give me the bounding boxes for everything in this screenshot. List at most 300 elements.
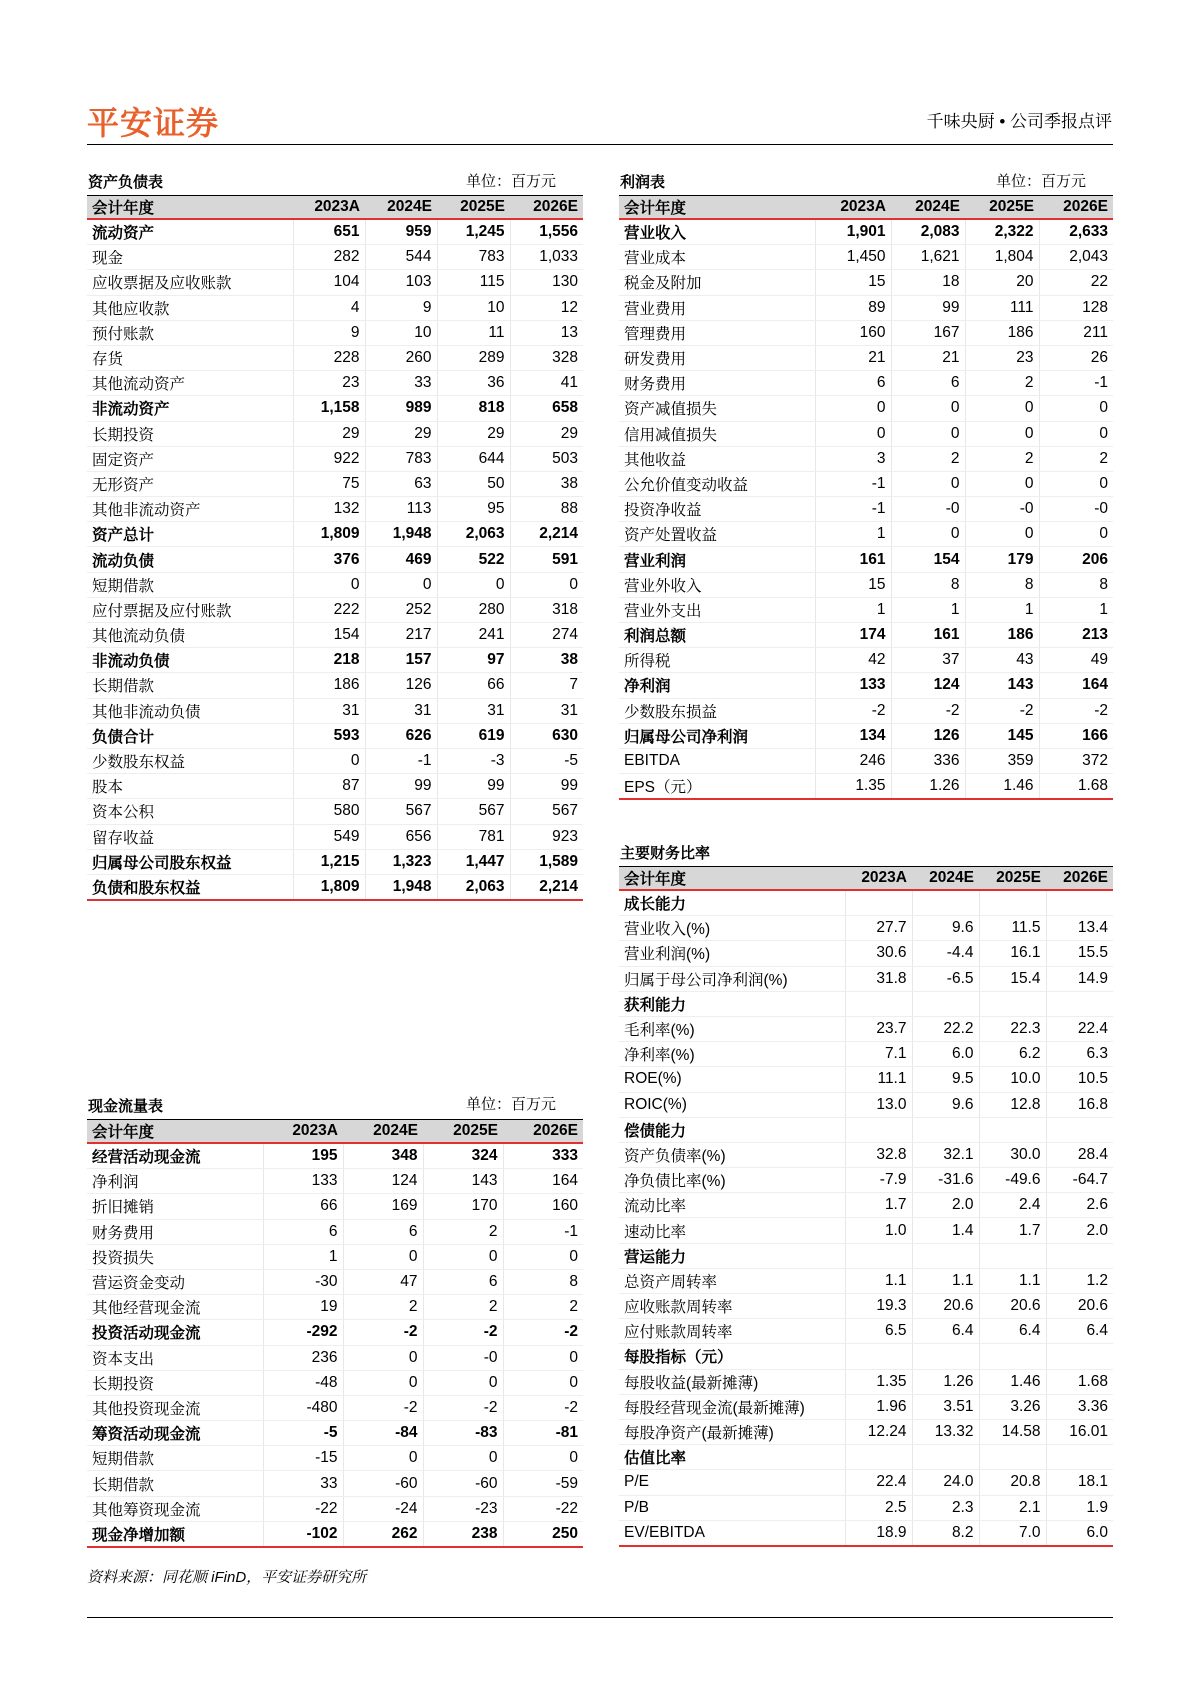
cell-value: 359 <box>965 748 1039 773</box>
cell-value: 36 <box>437 371 510 396</box>
cell-value: 19 <box>263 1295 343 1320</box>
cell-value: 31 <box>293 698 365 723</box>
table-row <box>87 648 583 673</box>
row-label: 归属母公司股东权益 <box>87 849 293 874</box>
cell-value <box>912 1344 979 1369</box>
cell-value: 6 <box>891 371 965 396</box>
cell-value: 336 <box>891 748 965 773</box>
cell-value: 13.4 <box>1046 916 1113 941</box>
cell-value: 0 <box>293 572 365 597</box>
table-row <box>619 774 1113 800</box>
cell-value: -22 <box>263 1496 343 1521</box>
table-row <box>619 1294 1113 1319</box>
cell-value <box>1046 1344 1113 1369</box>
cell-value: 289 <box>437 345 510 370</box>
cell-value: 8 <box>965 572 1039 597</box>
cell-value: -2 <box>423 1395 503 1420</box>
cell-value <box>845 1117 912 1142</box>
cell-value: 2 <box>503 1295 583 1320</box>
cell-value: 13.0 <box>845 1092 912 1117</box>
cell-value: 23.7 <box>845 1016 912 1041</box>
cell-value: 31 <box>510 698 583 723</box>
cell-value: 0 <box>1039 421 1113 446</box>
cell-value: 2.3 <box>912 1495 979 1520</box>
cell-value: 154 <box>293 623 365 648</box>
ratios-title: 主要财务比率 <box>620 845 711 862</box>
cell-value: 18.9 <box>845 1520 912 1546</box>
balance-sheet-unit: 单位：百万元 <box>466 173 557 190</box>
cell-value: 170 <box>423 1194 503 1219</box>
cell-value: 15.5 <box>1046 941 1113 966</box>
row-label: 投资净收益 <box>619 497 815 522</box>
cell-value: 328 <box>510 345 583 370</box>
table-row <box>87 1143 583 1169</box>
cell-value: 2,063 <box>437 522 510 547</box>
cell-value: 29 <box>293 421 365 446</box>
cell-value: 213 <box>1039 623 1113 648</box>
cell-value: 2.1 <box>979 1495 1046 1520</box>
row-label: 少数股东损益 <box>619 698 815 723</box>
row-label: 总资产周转率 <box>619 1268 845 1293</box>
cell-value: 1.1 <box>845 1268 912 1293</box>
table-row <box>619 1193 1113 1218</box>
cell-value: 179 <box>965 547 1039 572</box>
cash-flow-title: 现金流量表 <box>88 1098 164 1115</box>
cash-flow-table <box>87 1119 583 1548</box>
cell-value: 160 <box>503 1194 583 1219</box>
cell-value: 9 <box>365 295 437 320</box>
cell-value: 0 <box>343 1244 423 1269</box>
cell-value: 1 <box>815 597 891 622</box>
table-row <box>87 874 583 900</box>
cell-value: 20.6 <box>912 1294 979 1319</box>
table-row <box>87 1521 583 1547</box>
row-label: 资本支出 <box>87 1345 263 1370</box>
row-label: 留存收益 <box>87 824 293 849</box>
cell-value: 10.0 <box>979 1067 1046 1092</box>
cell-value: 22.2 <box>912 1016 979 1041</box>
cell-value: 143 <box>965 673 1039 698</box>
row-label: 营业收入 <box>619 219 815 245</box>
table-row <box>619 1092 1113 1117</box>
cell-value: 644 <box>437 446 510 471</box>
cell-value: 0 <box>965 421 1039 446</box>
row-label: 资本公积 <box>87 799 293 824</box>
table-row <box>87 345 583 370</box>
row-label: EV/EBITDA <box>619 1520 845 1546</box>
table-row <box>87 522 583 547</box>
table-row <box>619 673 1113 698</box>
cell-value: 161 <box>891 623 965 648</box>
cell-value: 15 <box>815 270 891 295</box>
column-header-year: 2023A <box>815 196 891 220</box>
cell-value <box>1046 991 1113 1016</box>
row-label: 无形资产 <box>87 471 293 496</box>
table-header-row <box>87 1120 583 1144</box>
cell-value: 31.8 <box>845 966 912 991</box>
cell-value: 376 <box>293 547 365 572</box>
row-label: 财务费用 <box>87 1219 263 1244</box>
row-label: 信用减值损失 <box>619 421 815 446</box>
cell-value: 1.96 <box>845 1394 912 1419</box>
cell-value: 22.3 <box>979 1016 1046 1041</box>
cell-value: 23 <box>965 345 1039 370</box>
cell-value: 2 <box>423 1295 503 1320</box>
cell-value <box>845 890 912 916</box>
cell-value: 236 <box>263 1345 343 1370</box>
table-row <box>87 1446 583 1471</box>
column-header-year: 2025E <box>965 196 1039 220</box>
cell-value: 318 <box>510 597 583 622</box>
cell-value: 1.1 <box>912 1268 979 1293</box>
row-label: 资产负债率(%) <box>619 1142 845 1167</box>
row-label: 现金 <box>87 245 293 270</box>
cell-value: 0 <box>965 396 1039 421</box>
row-label: 股本 <box>87 774 293 799</box>
column-header-year: 2026E <box>510 196 583 220</box>
table-row <box>619 941 1113 966</box>
cell-value: 10 <box>365 320 437 345</box>
cell-value: 6.4 <box>912 1319 979 1344</box>
cell-value: 33 <box>365 371 437 396</box>
cell-value: -81 <box>503 1421 583 1446</box>
cell-value: -1 <box>365 748 437 773</box>
cell-value: 0 <box>343 1370 423 1395</box>
cell-value: 8 <box>891 572 965 597</box>
column-header-year: 2024E <box>365 196 437 220</box>
row-label: 营业外收入 <box>619 572 815 597</box>
cell-value: 99 <box>891 295 965 320</box>
cell-value: 2.0 <box>1046 1218 1113 1243</box>
cell-value: 783 <box>365 446 437 471</box>
table-row <box>619 698 1113 723</box>
company-logo: 平安证券 <box>87 105 220 141</box>
row-label: 现金净增加额 <box>87 1521 263 1547</box>
cell-value: 922 <box>293 446 365 471</box>
cell-value: 29 <box>365 421 437 446</box>
row-label: 营业利润 <box>619 547 815 572</box>
row-label: 短期借款 <box>87 572 293 597</box>
cell-value: 6.4 <box>1046 1319 1113 1344</box>
cell-value: 50 <box>437 471 510 496</box>
cell-value: -24 <box>343 1496 423 1521</box>
table-row <box>619 723 1113 748</box>
cell-value: 164 <box>503 1169 583 1194</box>
cell-value: 0 <box>891 396 965 421</box>
cell-value: 111 <box>965 295 1039 320</box>
cell-value: 0 <box>815 396 891 421</box>
table-row <box>619 648 1113 673</box>
table-header-row <box>619 196 1113 220</box>
cell-value <box>845 1344 912 1369</box>
row-label: 成长能力 <box>619 890 845 916</box>
cell-value: 143 <box>423 1169 503 1194</box>
cell-value: 1,323 <box>365 849 437 874</box>
cell-value: 619 <box>437 723 510 748</box>
cell-value: 75 <box>293 471 365 496</box>
cell-value: 15 <box>815 572 891 597</box>
row-label: 长期借款 <box>87 1471 263 1496</box>
cell-value: 87 <box>293 774 365 799</box>
cash-flow-unit: 单位：百万元 <box>466 1096 557 1113</box>
row-label: 经营活动现金流 <box>87 1143 263 1169</box>
table-row <box>87 320 583 345</box>
cell-value: 16.1 <box>979 941 1046 966</box>
cell-value: -5 <box>510 748 583 773</box>
cell-value: 132 <box>293 497 365 522</box>
column-header-year: 2024E <box>912 867 979 891</box>
row-label: 非流动负债 <box>87 648 293 673</box>
cell-value: 16.01 <box>1046 1419 1113 1444</box>
cell-value: 6.3 <box>1046 1042 1113 1067</box>
cell-value: 206 <box>1039 547 1113 572</box>
cell-value: 20 <box>965 270 1039 295</box>
row-label: 短期借款 <box>87 1446 263 1471</box>
cell-value: 160 <box>815 320 891 345</box>
cell-value: 1.68 <box>1046 1369 1113 1394</box>
cell-value: 959 <box>365 219 437 245</box>
cell-value: 16.8 <box>1046 1092 1113 1117</box>
column-header-label: 会计年度 <box>619 196 815 220</box>
cell-value: 0 <box>965 522 1039 547</box>
row-label: 速动比率 <box>619 1218 845 1243</box>
cell-value: 630 <box>510 723 583 748</box>
cell-value: 99 <box>437 774 510 799</box>
cell-value: 6 <box>343 1219 423 1244</box>
row-label: 净负债比率(%) <box>619 1168 845 1193</box>
cell-value: 2 <box>423 1219 503 1244</box>
cell-value: 97 <box>437 648 510 673</box>
cell-value: 1.46 <box>979 1369 1046 1394</box>
cell-value: -5 <box>263 1421 343 1446</box>
cell-value: -22 <box>503 1496 583 1521</box>
cell-value: 1.35 <box>815 774 891 800</box>
cell-value: 544 <box>365 245 437 270</box>
table-row <box>619 1470 1113 1495</box>
table-row <box>87 245 583 270</box>
cell-value: 8.2 <box>912 1520 979 1546</box>
row-label: 资产处置收益 <box>619 522 815 547</box>
cell-value: 1.0 <box>845 1218 912 1243</box>
row-label: 投资活动现金流 <box>87 1320 263 1345</box>
cell-value: -2 <box>965 698 1039 723</box>
cell-value <box>1046 1243 1113 1268</box>
cell-value: 0 <box>1039 396 1113 421</box>
data-source-note: 资料来源：同花顺 iFinD，平安证券研究所 <box>87 1569 367 1586</box>
cell-value: 0 <box>891 522 965 547</box>
column-header-year: 2025E <box>437 196 510 220</box>
cell-value: 47 <box>343 1269 423 1294</box>
table-row <box>87 1345 583 1370</box>
cell-value: 13 <box>510 320 583 345</box>
table-row <box>87 471 583 496</box>
cell-value: -0 <box>1039 497 1113 522</box>
cell-value: -2 <box>1039 698 1113 723</box>
cell-value: 348 <box>343 1143 423 1169</box>
cell-value: 0 <box>1039 471 1113 496</box>
row-label: 归属于母公司净利润(%) <box>619 966 845 991</box>
cell-value: 13.32 <box>912 1419 979 1444</box>
row-label: 净利润 <box>87 1169 263 1194</box>
cell-value <box>912 991 979 1016</box>
cell-value: 124 <box>891 673 965 698</box>
row-label: 存货 <box>87 345 293 370</box>
cell-value: 19.3 <box>845 1294 912 1319</box>
table-row <box>87 371 583 396</box>
row-label: 净利率(%) <box>619 1042 845 1067</box>
cell-value <box>979 890 1046 916</box>
cell-value: 14.58 <box>979 1419 1046 1444</box>
cell-value: 37 <box>891 648 965 673</box>
cell-value: 1.26 <box>912 1369 979 1394</box>
cell-value: 2.0 <box>912 1193 979 1218</box>
column-header-label: 会计年度 <box>87 196 293 220</box>
column-header-year: 2024E <box>891 196 965 220</box>
table-row <box>619 1042 1113 1067</box>
row-label: 每股指标（元） <box>619 1344 845 1369</box>
table-row <box>87 748 583 773</box>
row-label: 营运资金变动 <box>87 1269 263 1294</box>
row-label: 营业成本 <box>619 245 815 270</box>
cell-value: 250 <box>503 1521 583 1547</box>
cell-value: 49 <box>1039 648 1113 673</box>
cell-value: 2 <box>965 371 1039 396</box>
cell-value: 18.1 <box>1046 1470 1113 1495</box>
cell-value: 115 <box>437 270 510 295</box>
cell-value: 0 <box>1039 522 1113 547</box>
cell-value: 169 <box>343 1194 423 1219</box>
income-statement-title: 利润表 <box>620 174 666 191</box>
cell-value: -2 <box>815 698 891 723</box>
cell-value: 1 <box>263 1244 343 1269</box>
cell-value: -83 <box>423 1421 503 1446</box>
cell-value: 2 <box>891 446 965 471</box>
cell-value: 1,901 <box>815 219 891 245</box>
cell-value: 1,948 <box>365 522 437 547</box>
cell-value: 31 <box>437 698 510 723</box>
row-label: 流动比率 <box>619 1193 845 1218</box>
cell-value: -2 <box>343 1320 423 1345</box>
cell-value: 9.6 <box>912 916 979 941</box>
cell-value: 0 <box>965 471 1039 496</box>
cell-value: -3 <box>437 748 510 773</box>
row-label: 预付账款 <box>87 320 293 345</box>
row-label: 资产减值损失 <box>619 396 815 421</box>
column-header-year: 2023A <box>845 867 912 891</box>
cell-value: 1.7 <box>845 1193 912 1218</box>
cell-value: 280 <box>437 597 510 622</box>
table-row <box>619 1419 1113 1444</box>
column-header-year: 2026E <box>503 1120 583 1144</box>
table-row <box>619 1268 1113 1293</box>
cell-value: 20.6 <box>979 1294 1046 1319</box>
cell-value: 6 <box>423 1269 503 1294</box>
cell-value: 10 <box>437 295 510 320</box>
cell-value: 11.5 <box>979 916 1046 941</box>
cell-value: 33 <box>263 1471 343 1496</box>
cell-value: 9 <box>293 320 365 345</box>
cell-value: 134 <box>815 723 891 748</box>
table-row <box>87 572 583 597</box>
cell-value: 2 <box>343 1295 423 1320</box>
table-row <box>87 1219 583 1244</box>
cell-value: 1,245 <box>437 219 510 245</box>
cell-value: 2 <box>1039 446 1113 471</box>
table-row <box>619 623 1113 648</box>
table-row <box>619 1218 1113 1243</box>
row-label: 长期借款 <box>87 673 293 698</box>
column-header-year: 2026E <box>1039 196 1113 220</box>
cell-value: 8 <box>503 1269 583 1294</box>
cell-value: -0 <box>423 1345 503 1370</box>
table-row <box>619 1344 1113 1369</box>
row-label: 营业外支出 <box>619 597 815 622</box>
cell-value: 1,215 <box>293 849 365 874</box>
table-row <box>87 270 583 295</box>
cell-value: 1,809 <box>293 874 365 900</box>
column-header-year: 2024E <box>343 1120 423 1144</box>
table-row <box>619 497 1113 522</box>
cell-value: 241 <box>437 623 510 648</box>
cell-value: -6.5 <box>912 966 979 991</box>
cell-value: 63 <box>365 471 437 496</box>
cell-value: 567 <box>365 799 437 824</box>
table-row <box>619 245 1113 270</box>
cell-value: -64.7 <box>1046 1168 1113 1193</box>
cell-value: 2,063 <box>437 874 510 900</box>
cell-value: 11.1 <box>845 1067 912 1092</box>
cell-value <box>1046 1445 1113 1470</box>
table-row <box>619 219 1113 245</box>
table-row <box>619 991 1113 1016</box>
row-label: 其他经营现金流 <box>87 1295 263 1320</box>
cell-value: 2,083 <box>891 219 965 245</box>
row-label: EPS（元） <box>619 774 815 800</box>
cell-value: 989 <box>365 396 437 421</box>
cell-value: 12 <box>510 295 583 320</box>
cell-value: 2,322 <box>965 219 1039 245</box>
cell-value <box>845 1243 912 1268</box>
cell-value: 1.7 <box>979 1218 1046 1243</box>
cell-value <box>845 1445 912 1470</box>
cell-value: 126 <box>365 673 437 698</box>
cell-value: 0 <box>503 1345 583 1370</box>
row-label: 财务费用 <box>619 371 815 396</box>
cell-value: -59 <box>503 1471 583 1496</box>
row-label: 其他流动负债 <box>87 623 293 648</box>
cell-value: 0 <box>815 421 891 446</box>
cell-value: 7 <box>510 673 583 698</box>
row-label: 筹资活动现金流 <box>87 1421 263 1446</box>
cell-value: 218 <box>293 648 365 673</box>
table-row <box>619 1495 1113 1520</box>
cell-value: 24.0 <box>912 1470 979 1495</box>
cell-value: 11 <box>437 320 510 345</box>
cell-value: 1.1 <box>979 1268 1046 1293</box>
row-label: 负债合计 <box>87 723 293 748</box>
cell-value: -60 <box>423 1471 503 1496</box>
cell-value: 161 <box>815 547 891 572</box>
cell-value: 1,447 <box>437 849 510 874</box>
table-row <box>87 1295 583 1320</box>
cell-value: 1.26 <box>891 774 965 800</box>
cell-value: 1 <box>1039 597 1113 622</box>
cell-value: 7.0 <box>979 1520 1046 1546</box>
cell-value: 104 <box>293 270 365 295</box>
balance-sheet-table <box>87 195 583 901</box>
row-label: 投资损失 <box>87 1244 263 1269</box>
cell-value: 0 <box>437 572 510 597</box>
